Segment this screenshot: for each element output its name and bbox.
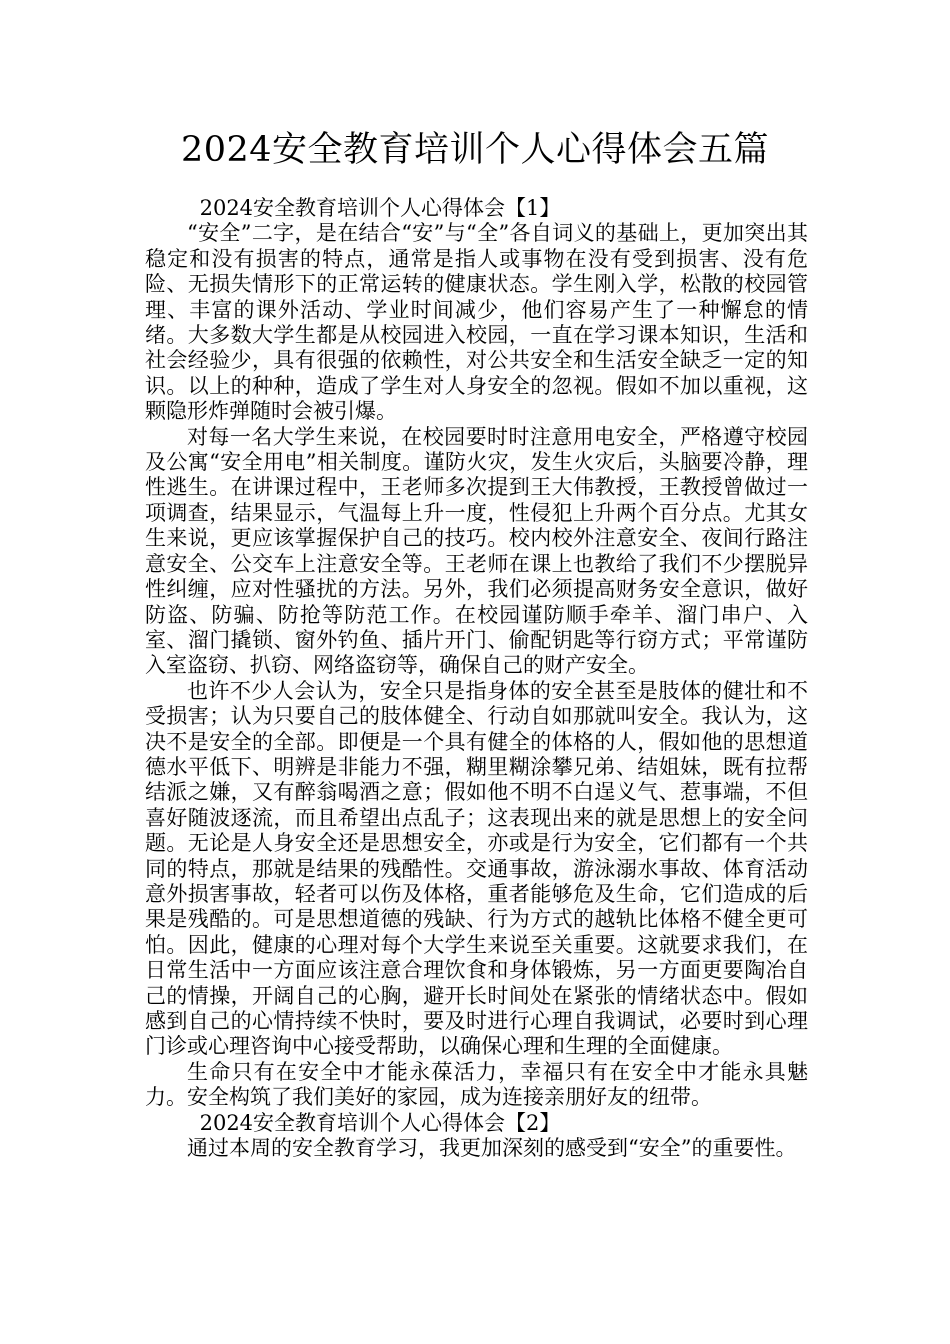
paragraph: “安全”二字，是在结合“安”与“全”各自词义的基础上，更加突出其稳定和没有损害的特点，通常是指人或事物在没有受到损害、没有危险、无损失情形下的正常运转的健康状态。学生刚入学，松散的校园管理、丰富的课外活动、学业时间减少，他们容易产生了一种懈怠的情绪。大多数大学生都是从校园进入校园，一直在学习课本知识，生活和社会经验少，具有很强的依赖性，对公共安全和生活安全缺乏一定的知识。以上的种种，造成了学生对人身安全的忽视。假如不加以重视，这颗隐形炸弹随时会被引爆。 — [145, 221, 808, 424]
paragraph: 通过本周的安全教育学习，我更加深刻的感受到“安全”的重要性。 — [187, 1136, 797, 1161]
paragraph: 生命只有在安全中才能永葆活力，幸福只有在安全中才能永具魅力。安全构筑了我们美好的家园，成为连接亲朋好友的纽带。 — [145, 1059, 808, 1110]
section-heading-2: 2024安全教育培训个人心得体会【2】 — [199, 1110, 561, 1135]
paragraph: 也许不少人会认为，安全只是指身体的安全甚至是肢体的健壮和不受损害；认为只要自己的肢体健全、行动自如那就叫安全。我认为，这决不是安全的全部。即便是一个具有健全的体格的人，假如他的思想道德水平低下、明辨是非能力不强，糊里糊涂攀兄弟、结姐妹，既有拉帮结派之嫌，又有醉翁喝酒之意；假如他不明不白逞义气、惹事端，不但喜好随波逐流，而且希望出点乱子；这表现出来的就是思想上的安全问题。无论是人身安全还是思想安全，亦或是行为安全，它们都有一个共同的特点，那就是结果的残酷性。交通事故，游泳溺水事故、体育活动意外损害事故，轻者可以伤及体格，重者能够危及生命，它们造成的后果是残酷的。可是思想道德的残缺、行为方式的越轨比体格不健全更可怕。因此，健康的心理对每个大学生来说至关重要。这就要求我们，在日常生活中一方面应该注意合理饮食和身体锻炼，另一方面更要陶冶自己的情操，开阔自己的心胸，避开长时间处在紧张的情绪状态中。假如感到自己的心情持续不快时，要及时进行心理自我调试，必要时到心理门诊或心理咨询中心接受帮助，以确保心理和生理的全面健康。 — [145, 678, 808, 1059]
paragraph: 对每一名大学生来说，在校园要时时注意用电安全，严格遵守校园及公寓“安全用电”相关制度。谨防火灾，发生火灾后，头脑要冷静，理性逃生。在讲课过程中，王老师多次提到王大伟教授，王教授曾做过一项调查，结果显示，气温每上升一度，性侵犯上升两个百分点。尤其女生来说，更应该掌握保护自己的技巧。校内校外注意安全、夜间行路注意安全、公交车上注意安全等。王老师在课上也教给了我们不少摆脱异性纠缠，应对性骚扰的方法。另外，我们必须提高财务安全意识，做好防盗、防骗、防抢等防范工作。在校园谨防顺手牵羊、溜门串户、入室、溜门撬锁、窗外钓鱼、插片开门、偷配钥匙等行窃方式；平常谨防入室盗窃、扒窃、网络盗窃等，确保自己的财产安全。 — [145, 424, 808, 678]
document-title: 2024安全教育培训个人心得体会五篇 — [180, 130, 770, 170]
section-heading-1: 2024安全教育培训个人心得体会【1】 — [199, 196, 561, 220]
document-body — [145, 196, 808, 1161]
